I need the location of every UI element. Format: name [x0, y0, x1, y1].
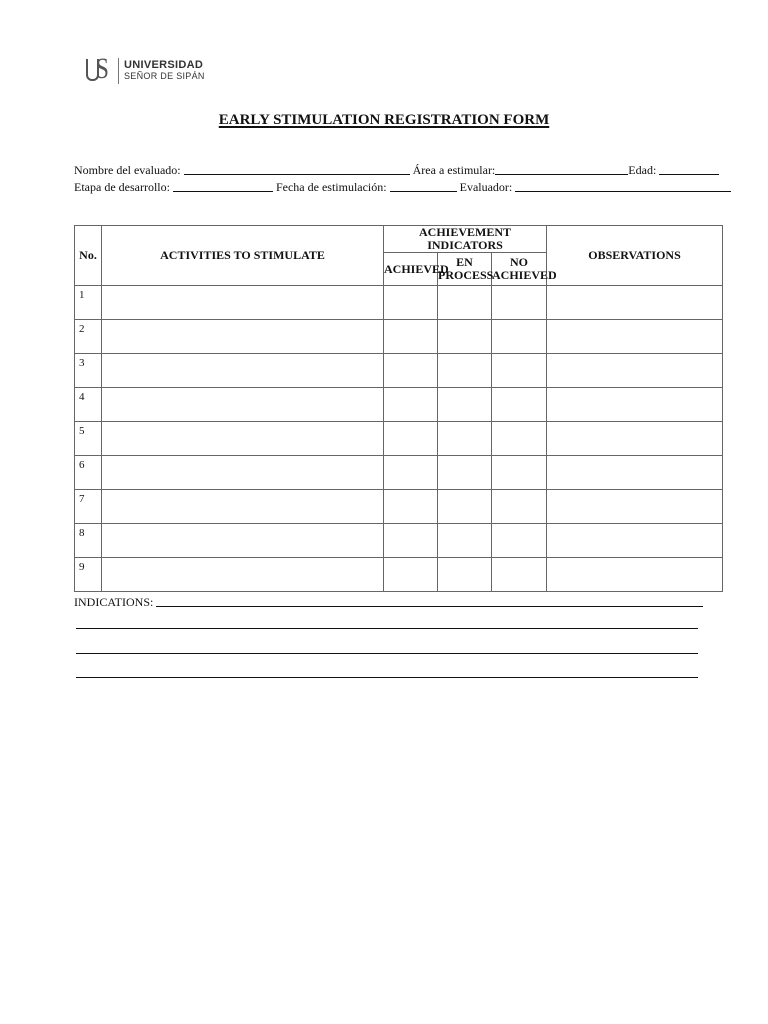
achieved-cell[interactable]	[384, 558, 438, 592]
indications-label: INDICATIONS:	[74, 595, 154, 609]
observations-cell[interactable]	[547, 490, 723, 524]
header-not-achieved-line2: ACHIEVED	[492, 268, 557, 282]
achieved-cell[interactable]	[384, 422, 438, 456]
table-row	[75, 490, 723, 524]
activity-cell[interactable]	[102, 490, 384, 524]
header-achievement-indicators: ACHIEVEMENT INDICATORS	[384, 226, 547, 253]
activity-cell[interactable]	[102, 558, 384, 592]
date-blank[interactable]	[390, 179, 457, 192]
in-process-cell[interactable]	[438, 524, 492, 558]
row-number: 3	[75, 354, 102, 388]
evaluee-name-blank[interactable]	[184, 162, 410, 175]
in-process-cell[interactable]	[438, 558, 492, 592]
row-number: 2	[75, 320, 102, 354]
header-in-process-line1: EN	[456, 255, 473, 269]
area-label: Área a estimular:	[412, 163, 496, 177]
in-process-cell[interactable]	[438, 286, 492, 320]
activity-cell[interactable]	[102, 320, 384, 354]
table-body	[75, 286, 723, 592]
indications-blank[interactable]	[156, 594, 703, 607]
table-row	[75, 388, 723, 422]
observations-cell[interactable]	[547, 558, 723, 592]
form-title	[0, 112, 768, 129]
row-number: 9	[75, 558, 102, 592]
header-not-achieved-line1: NO	[510, 255, 528, 269]
not-achieved-cell[interactable]	[492, 422, 547, 456]
table-row	[75, 286, 723, 320]
university-logo	[86, 52, 205, 86]
activity-cell[interactable]	[102, 456, 384, 490]
in-process-cell[interactable]	[438, 354, 492, 388]
achieved-cell[interactable]	[384, 456, 438, 490]
evaluator-label: Evaluador:	[459, 180, 513, 194]
activity-cell[interactable]	[102, 354, 384, 388]
header-number: No.	[75, 226, 102, 286]
in-process-cell[interactable]	[438, 456, 492, 490]
in-process-cell[interactable]	[438, 490, 492, 524]
indications-line-2[interactable]	[76, 628, 698, 629]
in-process-cell[interactable]	[438, 388, 492, 422]
activity-cell[interactable]	[102, 422, 384, 456]
row-number: 1	[75, 286, 102, 320]
observations-cell[interactable]	[547, 354, 723, 388]
achieved-cell[interactable]	[384, 286, 438, 320]
table-row	[75, 354, 723, 388]
logo-wordmark	[124, 60, 205, 82]
row-number: 4	[75, 388, 102, 422]
area-blank[interactable]	[495, 162, 628, 175]
row-number: 5	[75, 422, 102, 456]
table-row	[75, 558, 723, 592]
evaluator-blank[interactable]	[515, 179, 731, 192]
header-in-process-line2: PROCESS	[438, 268, 494, 282]
table-row	[75, 524, 723, 558]
header-in-process	[438, 253, 492, 286]
observations-cell[interactable]	[547, 388, 723, 422]
in-process-cell[interactable]	[438, 320, 492, 354]
activity-cell[interactable]	[102, 524, 384, 558]
not-achieved-cell[interactable]	[492, 456, 547, 490]
header-activities: ACTIVITIES TO STIMULATE	[102, 226, 384, 286]
activities-table	[74, 225, 723, 592]
not-achieved-cell[interactable]	[492, 320, 547, 354]
logo-line-name: SEÑOR DE SIPÁN	[124, 71, 205, 81]
observations-cell[interactable]	[547, 524, 723, 558]
form-fields-row-1	[74, 162, 719, 177]
not-achieved-cell[interactable]	[492, 524, 547, 558]
not-achieved-cell[interactable]	[492, 388, 547, 422]
table-row	[75, 320, 723, 354]
activity-cell[interactable]	[102, 286, 384, 320]
indications-line-3[interactable]	[76, 653, 698, 654]
age-label: Edad:	[628, 163, 657, 177]
achieved-cell[interactable]	[384, 388, 438, 422]
header-not-achieved	[492, 253, 557, 286]
not-achieved-cell[interactable]	[492, 490, 547, 524]
header-achieved: ACHIEVED	[384, 253, 438, 286]
evaluee-label: Nombre del evaluado:	[74, 163, 181, 177]
logo-divider	[118, 58, 119, 84]
achieved-cell[interactable]	[384, 524, 438, 558]
form-fields-row-2	[74, 179, 731, 194]
observations-cell[interactable]	[547, 320, 723, 354]
form-title-text: EARLY STIMULATION REGISTRATION FORM	[218, 112, 550, 128]
not-achieved-cell[interactable]	[492, 286, 547, 320]
table-row	[75, 456, 723, 490]
row-number: 7	[75, 490, 102, 524]
achieved-cell[interactable]	[384, 320, 438, 354]
row-number: 8	[75, 524, 102, 558]
observations-cell[interactable]	[547, 456, 723, 490]
indications-line-4[interactable]	[76, 677, 698, 678]
achieved-cell[interactable]	[384, 490, 438, 524]
not-achieved-cell[interactable]	[492, 558, 547, 592]
stage-label: Etapa de desarrollo:	[74, 180, 170, 194]
row-number: 6	[75, 456, 102, 490]
activity-cell[interactable]	[102, 388, 384, 422]
observations-cell[interactable]	[547, 286, 723, 320]
not-achieved-cell[interactable]	[492, 354, 547, 388]
age-blank[interactable]	[659, 162, 719, 175]
stage-blank[interactable]	[173, 179, 273, 192]
table-row	[75, 422, 723, 456]
university-emblem-icon: S	[86, 57, 112, 85]
header-observations: OBSERVATIONS	[547, 226, 723, 286]
in-process-cell[interactable]	[438, 422, 492, 456]
logo-line-university: UNIVERSIDAD	[124, 59, 204, 71]
observations-cell[interactable]	[547, 422, 723, 456]
date-label: Fecha de estimulación:	[275, 180, 387, 194]
achieved-cell[interactable]	[384, 354, 438, 388]
indications-row	[74, 594, 703, 610]
